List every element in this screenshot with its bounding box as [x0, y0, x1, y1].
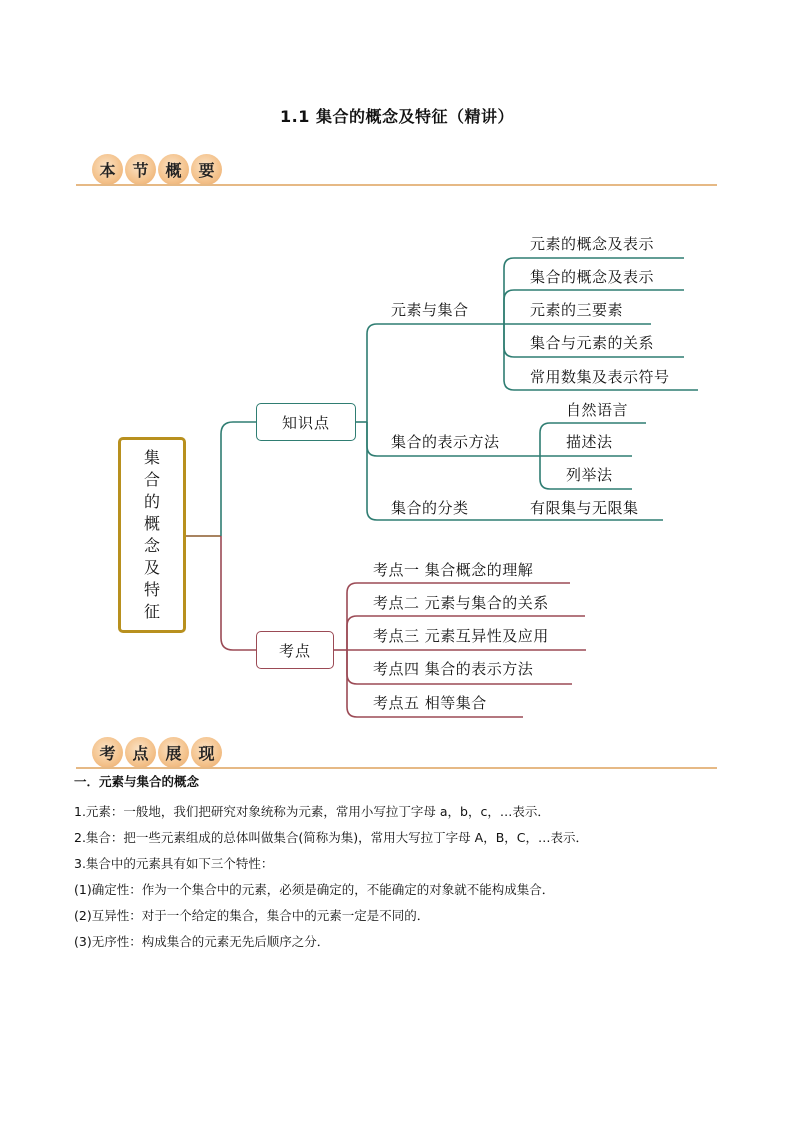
root-char: 特	[143, 580, 160, 599]
section-char: 要	[191, 154, 222, 185]
leaf-item: 有限集与无限集	[530, 499, 639, 517]
branch-elements-and-sets: 元素与集合	[391, 301, 469, 319]
section-divider	[76, 767, 717, 769]
content-line: (3)无序性：构成集合的元素无先后顺序之分．	[74, 934, 330, 949]
content-line: (2)互异性：对于一个给定的集合，集合中的元素一定是不同的．	[74, 908, 430, 923]
content-heading: 一．元素与集合的概念	[74, 774, 200, 789]
section-char: 概	[158, 154, 189, 185]
leaf-item: 元素的三要素	[530, 301, 624, 319]
root-char: 合	[143, 470, 160, 489]
root-char: 集	[143, 448, 160, 467]
section-char: 现	[191, 737, 222, 768]
content-line: 1.元素：一般地，我们把研究对象统称为元素，常用小写拉丁字母 a，b，c，…表示．	[74, 804, 550, 819]
section-char: 展	[158, 737, 189, 768]
root-char: 概	[143, 514, 160, 533]
section-char: 考	[92, 737, 123, 768]
exam-point-item: 考点三 元素互异性及应用	[373, 627, 549, 645]
branch-set-representation: 集合的表示方法	[391, 433, 500, 451]
root-char: 的	[143, 492, 160, 511]
root-char: 征	[143, 602, 160, 621]
exam-point-item: 考点一 集合概念的理解	[373, 561, 534, 579]
node-exam-points: 考点	[256, 631, 334, 669]
mind-map-root	[118, 437, 186, 633]
section-char: 本	[92, 154, 123, 185]
branch-set-classification: 集合的分类	[391, 499, 469, 517]
leaf-item: 列举法	[566, 466, 613, 484]
exam-point-item: 考点四 集合的表示方法	[373, 660, 534, 678]
root-char: 念	[143, 536, 160, 555]
content-line: 2.集合：把一些元素组成的总体叫做集合(简称为集)，常用大写拉丁字母 A，B，C，…表示．	[74, 830, 589, 845]
root-char: 及	[143, 558, 160, 577]
leaf-item: 集合的概念及表示	[530, 268, 655, 286]
content-line: 3.集合中的元素具有如下三个特性：	[74, 856, 274, 871]
page-title: 1.1 集合的概念及特征（精讲）	[280, 107, 514, 126]
exam-point-item: 考点五 相等集合	[373, 694, 487, 712]
section-char: 节	[125, 154, 156, 185]
content-line: (1)确定性：作为一个集合中的元素，必须是确定的，不能确定的对象就不能构成集合．	[74, 882, 555, 897]
leaf-item: 元素的概念及表示	[530, 235, 655, 253]
node-knowledge-points: 知识点	[256, 403, 356, 441]
leaf-item: 描述法	[566, 433, 613, 451]
section-char: 点	[125, 737, 156, 768]
leaf-item: 集合与元素的关系	[530, 334, 655, 352]
leaf-item: 自然语言	[566, 401, 629, 419]
exam-point-item: 考点二 元素与集合的关系	[373, 594, 549, 612]
leaf-item: 常用数集及表示符号	[530, 368, 670, 386]
